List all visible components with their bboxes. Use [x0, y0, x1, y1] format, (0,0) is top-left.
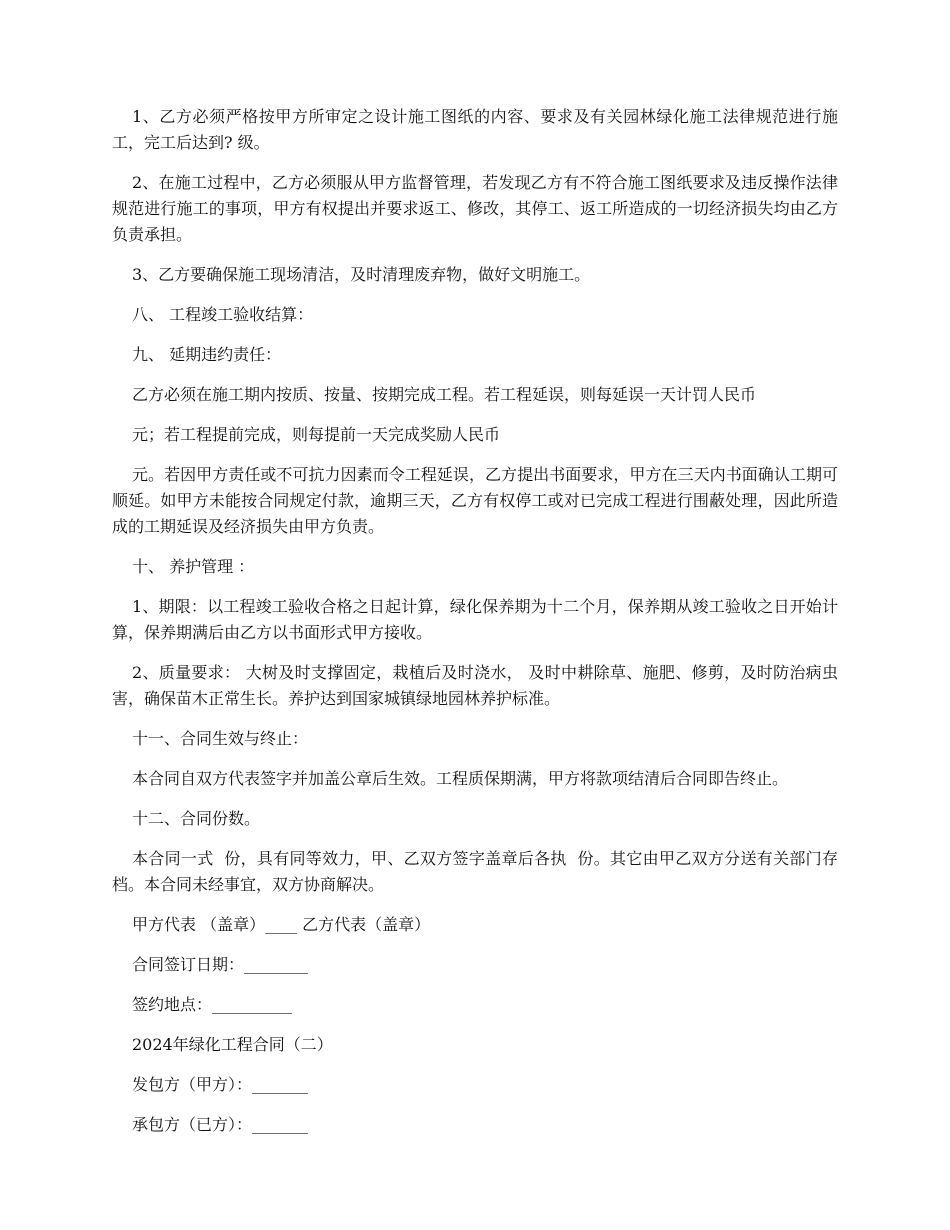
party-a-line: 发包方（甲方）：_______	[132, 1075, 309, 1094]
section-heading-copies: 十二、合同份数。	[132, 809, 261, 828]
signing-place-line: 签约地点：__________	[132, 995, 293, 1014]
clause-effectiveness: 本合同自双方代表签字并加盖公章后生效。工程质保期满，甲方将款项结清后合同即告终止。	[132, 769, 789, 788]
signing-date-line: 合同签订日期：________	[132, 955, 309, 974]
section-heading-delay-liability: 九、 延期违约责任：	[132, 345, 282, 364]
section-heading-acceptance: 八、 工程竣工验收结算：	[132, 305, 314, 324]
clause-supervision: 2、在施工过程中，乙方必须服从甲方监督管理，若发现乙方有不符合施工图纸要求及违反操作法律规范进行施工的事项，甲方有权提出并要求返工、修改，其停工、返工所造成的一切经济损失均由乙方负责承担。	[112, 173, 838, 244]
section-heading-effectiveness: 十一、合同生效与终止：	[132, 729, 309, 748]
clause-copies: 本合同一式 份，具有同等效力，甲、乙双方签字盖章后各执 份。其它由甲乙双方分送有关部门存档。本合同未经事宜，双方协商解决。	[112, 849, 838, 894]
party-b-line: 承包方（已方）：_______	[132, 1115, 309, 1134]
clause-early-bonus: 元；若工程提前完成，则每提前一天完成奖励人民币	[132, 425, 501, 444]
clause-quality-standard: 1、乙方必须严格按甲方所审定之设计施工图纸的内容、要求及有关园林绿化施工法律规范进行施工，完工后达到? 级。	[112, 107, 838, 152]
clause-delay-penalty: 乙方必须在施工期内按质、按量、按期完成工程。若工程延误，则每延误一天计罚人民币	[132, 385, 757, 404]
clause-maintenance-period: 1、期限：以工程竣工验收合格之日起计算，绿化保养期为十二个月，保养期从竣工验收之日开始计算，保养期满后由乙方以书面形式甲方接收。	[112, 597, 838, 642]
document-body	[112, 104, 838, 1152]
clause-quality-requirements: 2、质量要求： 大树及时支撑固定，栽植后及时浇水， 及时中耕除草、施肥、修剪，及时防治病虫害，确保苗木正常生长。养护达到国家城镇绿地园林养护标准。	[112, 663, 838, 708]
section-heading-maintenance: 十、 养护管理 ：	[132, 557, 255, 576]
signature-line: 甲方代表 （盖章）____ 乙方代表（盖章）	[132, 915, 431, 934]
clause-force-majeure: 元。若因甲方责任或不可抗力因素而令工程延误，乙方提出书面要求，甲方在三天内书面确认工期可顺延。如甲方未能按合同规定付款，逾期三天，乙方有权停工或对已完成工程进行围蔽处理，因此所造成的工期延误及经济损失由甲方负责。	[112, 465, 838, 536]
clause-site-cleanliness: 3、乙方要确保施工现场清洁，及时清理废弃物，做好文明施工。	[132, 265, 591, 284]
contract-title-two: 2024年绿化工程合同（二）	[132, 1035, 333, 1054]
